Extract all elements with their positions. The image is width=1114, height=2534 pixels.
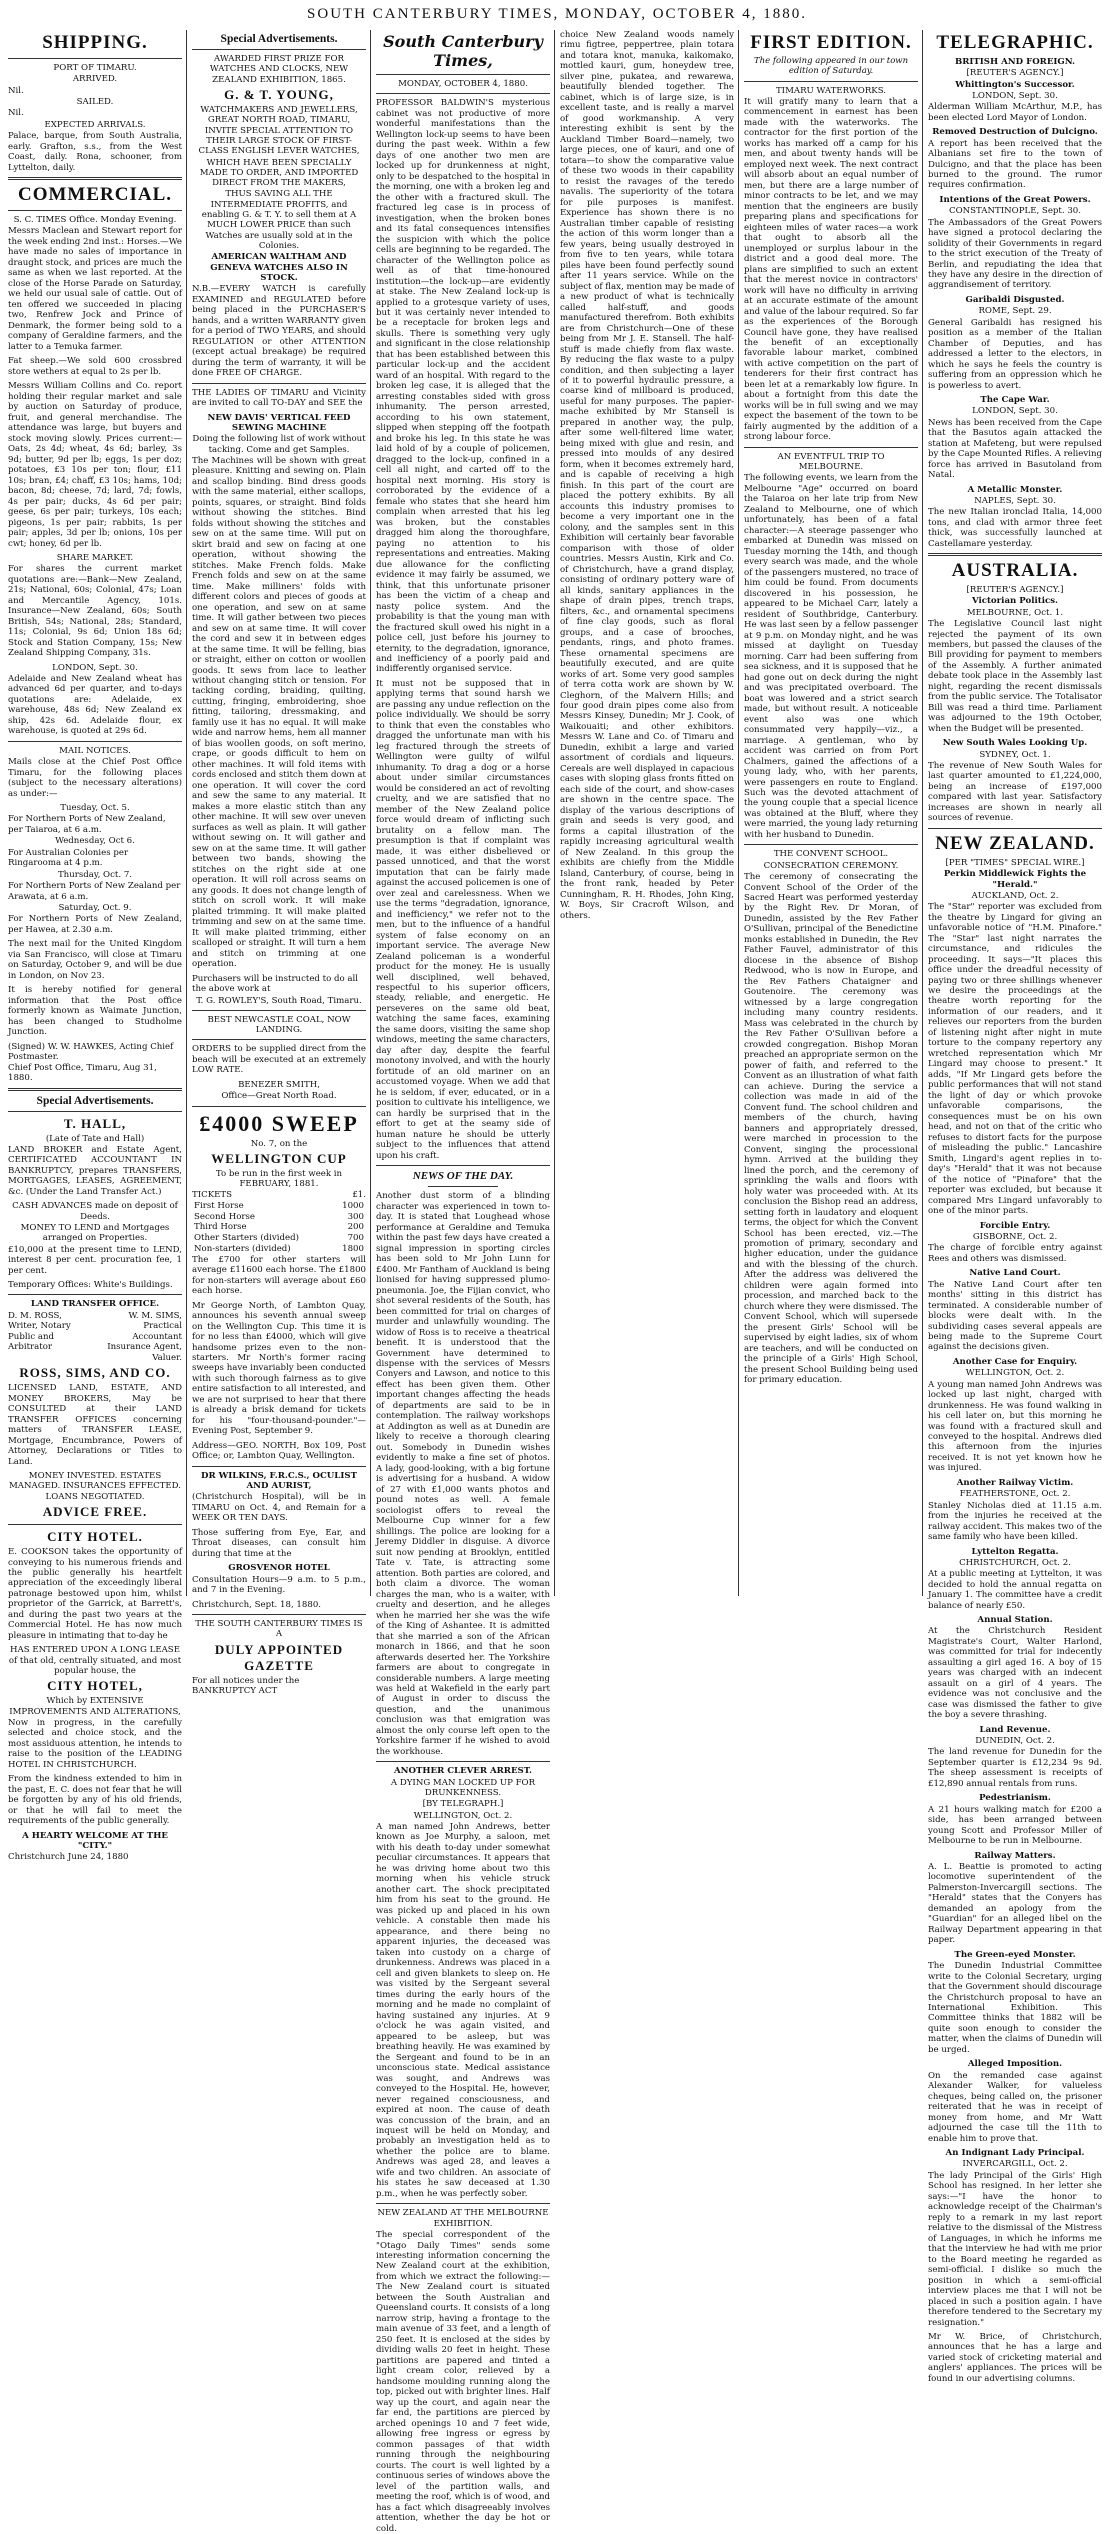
special-ads-heading: Special Advertisements. [36,1094,154,1107]
railway-text: Stanley Nicholas died at 11.15 a.m. from the injuries he received at the railway accident. This makes two of the same family who have been killed. [928,1500,1102,1543]
ross-text: LICENSED LAND, ESTATE, AND MONEY BROKERS, May be CONSULTED at their LAND TRANSFER OFFICES concerning matters of TRANSFER LEASE, Mortgage, Encumbrance, Powers of Attorney, Declarations or Titles to Land. [8,1383,182,1467]
city-date: Christchurch June 24, 1880 [8,1852,129,1863]
news-text: Another dust storm of a blinding character was experienced in town to-day. It is stated that Loughead whose performance at Geraldine and Temuka within the past few days have created a signal impression in sporting circles has been sold to Mr John Lunn for £400. Mr Fantham of Auckland is being lionised for having suppressed plumo-pneumonia. Joe, the Fijian convict, who shot several residents of the South, has been committed for trial on charges of murder and unlawfully wounding. The widow of Ross is to receive a theatrical benefit. It is understood that the Government have determined to dispense with the services of Messrs Conyers and Lawson, and notice to this effect has been given them. Other important changes affecting the heads of departments are said to be in contemplation. The railway workshops at Addington as well as at Dunedin are likely to receive a thorough clearing out. Somebody in Dunedin wishes evidently to make a fine set of photos. A lady, good-looking, with a big fortune is advertising for a husband. A widow of 27 with £1,000 wants photos and pound notes as well. A female sociologist offers to reveal the Melbourne Cup winner for a few shillings. The police are looking for a Jeremy Diddler in disguise. A divorce suit now pending at Brooklyn, entitled Tate v. Tate, is attracting some attention. Both parties are colored, and both claim a divorce. The woman charges the man, who is a waiter, with cruelty and desertion, and he alleges when he married her she was the wife of the King of Ashantee. It is admitted that she married a son of the African monarch in 1866, and that he soon afterwards deserted her. The Yorkshire farmers are about to congregate in considerable numbers. A large meeting was held at Wakefield in the early part of August in order to discuss the question, and the unanimous conclusion was that emigration was almost the only course left open to the Yorkshire farmer if he wished to avoid the workhouse. [376,1191,550,1757]
london-text: Adelaide and New Zealand wheat has advanced 6d per quarter, and to-days quotations are: Adelaide, ex warehouse, 48s 6d; New Zealand ex ship, 42s 6d. Adelaide flour, ex warehouse, is quoted at 29s 6d. [8,673,182,737]
ross-firm: ROSS, SIMS, AND CO. [19,1365,171,1381]
railmat-heading: Railway Matters. [974,1850,1056,1861]
regatta-heading: Lyttelton Regatta. [971,1546,1059,1557]
wilkins-hotel: GROSVENOR HOTEL [228,1563,330,1574]
mail-date-4: Saturday, Oct. 9. [58,902,132,913]
sweep-tickets [192,1190,366,1200]
perkin-text: The "Star" reporter was excluded from the theatre by Lingard for giving an unfavorable notice of "H.M. Pinafore." The "Star" last night narrates the circumstance, and ridicules the proceeding. It says—"It places this office under the dreadful necessity of paying two or three shillings whenever we desire the proceedings at the theatre worth reporting for the information of our readers, and it relieves our reporters from the burden of listening night after night in mute torture to the company repertory any wretched representation which Mr Lingard may choose to present." It adds, "If Mr Lingard gets before the public performances that will not stand the light of day or which provoke unfavorable comparisons, the consequences must be on his own head, and not on that of the critic who refuses to distort facts for the purpose of misleading the public." Lancashire Smith, Lingard's agent replies in to-day's "Herald" that it was not because of the notice of "Pinafore" that the reporter was excluded, but because it compared Mrs Lingard unfavorably to one of the minor parts. [928,902,1102,1217]
eventful-heading: AN EVENTFUL TRIP TO MELBOURNE. [777,451,885,473]
whittington-text: Alderman William McArthur, M.P., has been elected Lord Mayor of London. [928,102,1102,123]
regatta-text: At a public meeting at Lyttelton, it was decided to hold the annual regatta on January 1. The committee have a credit balance of nearly £50. [928,1569,1102,1611]
wilkins-text: (Christchurch Hospital), will be in TIMARU on Oct. 4, and Remain for a WEEK OR TEN DAYS. [192,1492,366,1524]
editorial-text-2: It must not be supposed that in applying terms that sound harsh we are passing any undue reflection on the police individually. We should be sorry to think that even the constables who dragged the unfortunate man with his leg fractured through the streets of Wellington were guilty of wilful inhumanity. To drag a dog or a horse about under similar circumstances would be considered an act of revolting cruelty, and we are satisfied that no member of the New Zealand police force would dream of inflicting such brutality on a fellow man. The presumption is that if complaint was made, it was either disbelieved or passed unnoticed, and that the worst imputation that can be fairly made against the accused policemen is one of over zeal and carelessness. When we use the terms "degradation, ignorance, and inefficiency," we refer not to the men, but to the influence of a handful system of false economy on an important service. The average New Zealand policeman is a wonderful product for the money. He is usually well disciplined, well behaved, respectful to his superior officers, steady, reliable, and energetic. He perseveres on the same old beat, watching the same faces, examining the same doors, visiting the same shop windows, meeting the same characters, day after day, despite the fearful monotony involved, and with the hourly fortitude of an old mariner on an accustomed voyage. When we add that he is seldom, if ever, educated, or in a position to cultivate his intelligence, we can hardly be surprised that in the effort to get at the seamy side of human nature he should be utterly subject to the influences that attend upon his craft. [376,678,550,1161]
commercial-text-2: Fat sheep.—We sold 600 crossbred store wethers at equal to 2s per lb. [8,356,182,377]
ross-right: W. M. SIMS, Practical Accountant Insurance Agent, Valuer. [107,1310,182,1363]
powers-text: The Ambassadors of the Great Powers have signed a protocol declaring the solidity of their Governments in regard to the strict execution of the Treaty of Berlin, and repudiating the idea that they have any desire in the direction of aggrandisement of territory. [928,217,1102,291]
young-text: THUS SAVING ALL THE INTERMEDIATE PROFITS, and enabling G. & T. Y. to sell them at A MUCH LOWER PRICE than such Watches are usually sold at in the Colonies. [201,189,357,251]
mail-place: Chief Post Office, Timaru, Aug 31, 1880. [8,1062,157,1084]
machine-heading: NEW DAVIS' VERTICAL FEED SEWING MACHINE [207,412,351,433]
news-heading: NEWS OF THE DAY. [412,1170,514,1183]
city-text: E. COOKSON takes the opportunity of conveying to his numerous friends and the public generally his heartfelt appreciation of the exceedingly liberal patronage bestowed upon him, whilst proprietor of the Garrick, at Barrett's, and during the past two years at the Commercial Hotel. He has now much pleasure in intimating that to-day he [8,1547,182,1641]
wilkins-date: Christchurch, Sept. 18, 1880. [192,1599,322,1610]
indignant-text: The lady Principal of the Girls' High School has resigned. In her letter she says:—"I have the honor to acknowledge receipt of the Chairman's reply to a remark in my last report relative to the dismissal of the Mistress of Languages, in which he informs me that the interview he had with me prior to the Board meeting he regarded as semi-official. I dislike so much the position in which a semi-official interview places me that I will not be placed in such a position again. I have therefore tendered to the Secretary my resignation." [928,2170,1102,2328]
cases-dateline: WELLINGTON, Oct. 2. [965,1368,1065,1379]
nz-agency: [PER "TIMES" SPECIAL WIRE.] [945,857,1085,868]
capewar-heading: The Cape War. [980,394,1050,405]
mail-date-2: Wednesday, Oct 6. [55,836,135,847]
indignant-heading: An Indignant Lady Principal. [945,2148,1085,2159]
vic-heading: Victorian Politics. [971,596,1059,607]
mail-text-2: For Australian Colonies per Ringarooma at 4 p.m. [8,847,129,869]
vic-dateline: MELBOURNE, Oct. 1. [966,607,1064,618]
perkin-dateline: AUCKLAND, Oct. 2. [971,890,1059,901]
sweep-tickets-value: £1. [352,1190,366,1201]
commercial-text-1: Messrs Maclean and Stewart report for the week ending 2nd inst.: Horses.—We have made no sales of importance in draught stock, and prices are much the same as when we last reported. At the close of the Horse Parade on Saturday, we held our usual sale of cattle. Out of ten offered we succeeded in placing two, Renfrew Jock and Prince of Denmark, the former being sold to a company of Geraldine farmers, and the latter to a Temuka farmer. [8,226,182,352]
nsw-dateline: SYDNEY, Oct. 1. [979,749,1051,760]
table-row: Third Horse 200 [194,1222,364,1233]
sct-bottom: For all notices under the BANKRUPTCY ACT [192,1675,300,1697]
telegraphic-heading: TELEGRAPHIC. [936,32,1094,53]
convent-text: The ceremony of consecrating the Convent School of the Order of the Sacred Heart was performed yesterday by the Right Rev. Dr Moran, of Dunedin, assisted by the Rev Father O'Sullivan, principal of the Benedictine monks established in Dunedin, the Rev Father Fauvel, administrator of this diocese in the absence of Bishop Redwood, who is now in Europe, and the Rev Fathers Chataigner and Goutenoire. The ceremony was witnessed by a large congregation including many country residents. Mass was celebrated in the church by the Rev Father O'Sullivan before a crowded congregation. Bishop Moran preached an appropriate sermon on the power of faith, and referred to the Convent as an illustration of what faith can achieve. During the service a collection was made in aid of the Convent fund. The school children and members of the church, having banners and appropriately dressed, were marched in procession to the Convent, singing the processional hymn. Arrived at the building they lined the porch, and the ceremony of sprinkling the walls and floors with holy water was proceeded with. At its conclusion the Bishop read an address, setting forth in laudatory and eloquent terms, the object for which the Convent School has been erected, viz.—The promotion of primary, secondary and higher education, under the guidance and with the blessing of the church. After the address was delivered the children were again formed into procession, and marched back to the church where they were dismissed. The Convent School, which will supersede the present Girls' School will be supervised by eight ladies, six of whom are teachers, and will be conducted on the principle of a Girls' High School, the present School Building being used for primary education. [744,872,918,1386]
railmat-text: A. L. Beattie is promoted to acting locomotive superintendent of the Palmerston-Invercargill sections. The "Herald" states that the Conyers has demanded an apology from the "Guardian" for an alleged libel on the Railway Department appearing in that paper. [928,1861,1102,1946]
waterworks-text: It will gratify many to learn that a commencement in earnest has been made with the waterworks. The contractor for the first portion of the works has marked off a camp for his men, and about twenty hands will be employed next week. The next contract will absorb about an equal number of men, but there are a large number of minor contracts to be let, and we may mention that the engineers are busily preparing plans and specifications for eighteen miles of water races—a work that ought to absorb all the unemployed or surplus labour in the district and a good deal more. The plans are simplified to such an extent that the merest novice in contractors' work will have no difficulty in arriving at an accurate estimate of the amount and value of the labour required. So far as the experiences of the Borough Council have gone, they have realised the benefit of an exceptionally favorable labour market, combined with active competition on the part of tenderers for their first contract has been let at a remarkably low figure. In about a fortnight from this date the works will be in full swing and we may expect the basement of the town to be fairly augmented by the addition of a strong labour force. [744,96,918,443]
paper-date: MONDAY, OCTOBER 4, 1880. [398,79,528,89]
vic-text: The Legislative Council last night rejected the payment of its own members, but passed the clauses of the Bill providing for payment to members of the Assembly. A further animated debate took place in the Assembly last night, regarding the recent dismissals from the public service. The Totalisator Bill was read a third time. Parliament was adjourned to the 19th October, when the Budget will be presented. [928,619,1102,734]
dulcigno-heading: Removed Destruction of Dulcigno. [932,127,1098,138]
nzexh-text: The special correspondent of the "Otago Daily Times" sends some interesting information concerning the New Zealand court at the exhibition, from which we extract the following:— The New Zealand court is situated between the South Australian and Queensland courts. It consists of a long narrow strip, having a frontage to the main avenue of 33 feet, and a length of 250 feet. It is enclosed at the sides by dividing walls 20 feet in height. These partitions are papered and tinted a light cream color, relieved by a handsome moulding running along the top, picked out with brighter lines. Half way up the court, and again near the far end, the partitions are pierced by arched openings 10 and 7 feet wide, allowing free ingress or egress by common passages of that width running through the neighbouring courts. The court is well lighted by a continuous series of windows above the level of the partition walls, and meeting the roof, which is of wood, and has a fact which disagreeably involves attention, whether the day be hot or cold. [376,2230,550,2534]
mail-date-1: Tuesday, Oct. 5. [60,803,130,814]
shipping-heading: SHIPPING. [42,32,148,53]
pedest-heading: Pedestrianism. [979,1793,1051,1804]
sweep-cup: WELLINGTON CUP [211,1150,347,1166]
landrev-dateline: DUNEDIN, Oct. 2. [975,1736,1055,1747]
wilkins-heading: DR WILKINS, F.R.C.S., OCULIST AND AURIST, [201,1470,357,1492]
forcible-dateline: GISBORNE, Oct. 2. [972,1231,1058,1242]
brice-text: Mr W. Brice, of Christchurch, announces that he has a large and varied stock of cricketing material and anglers' appliances. The prices will be found in our advertising columns. [928,2332,1102,2384]
mail-text-1: For Northern Ports of New Zealand, per Taiaroa, at 6 a.m. [8,814,166,835]
coal-office: Office—Great North Road. [221,1091,337,1102]
whittington-heading: Whittington's Successor. [955,79,1075,90]
expected-heading: EXPECTED ARRIVALS. [44,119,146,130]
mail-text-3: For Northern Ports of New Zealand per Arawata, at 6 a.m. [8,881,181,902]
table-row: Non-starters (divided) 1800 [194,1243,364,1254]
mail-text-notice: It is hereby notified for general information that the Post office formerly known as Waimate Junction, has been changed to Studholme Junction. [8,985,182,1038]
sweep-text: Mr George North, of Lambton Quay, announces his seventh annual sweep on the Wellington Cup. This time it is for no less than £4000, which will give handsome prizes even to the non-starters. Mr North's former racing sweeps have invariably been conducted with such thorough fairness as to give entire satisfaction to all interested, and we are not surprised to hear that there is already a brisk demand for tickets for his "four-thousand-pounder."—Evening Post, September 9. [192,1300,366,1437]
sailed-value: Nil. [8,108,24,119]
sweep-note: The £700 for other starters will average £11600 each horse. The £1800 for non-starters will average about £60 each horse. [192,1254,366,1297]
landrev-heading: Land Revenue. [979,1724,1051,1735]
powers-heading: Intentions of the Great Powers. [939,194,1091,205]
railway-dateline: FEATHERSTONE, Oct. 2. [959,1489,1071,1500]
nz-heading: NEW ZEALAND. [935,832,1095,854]
hall-offices: Temporary Offices: White's Buildings. [8,1280,173,1290]
first-edition-sub: The following appeared in our town edition of Saturday. [753,56,909,76]
hall-sub: (Late of Tate and Hall) [45,1133,145,1144]
office-line: S. C. TIMES Office. Monday Evening. [13,215,177,226]
city-hotel-heading-2: CITY HOTEL, [47,1678,143,1694]
expected-text: Palace, barque, from South Australia, early. Grafton, s.s., from the West Coast, daily. Rona, schooner, from Lyttelton, daily. [8,131,182,173]
coal-text: ORDERS to be supplied direct from the beach will be executed at an extremely LOW RATE. [192,1044,366,1076]
cases-text: A young man named John Andrews was locked up last night, charged with drunkenness. He was found walking in his cell later on, but this morning he was found with a fractured skull and conveyed to the hospital. Andrews died this afternoon from the injuries received. It is not yet known how he was injured. [928,1379,1102,1474]
australia-heading: AUSTRALIA. [951,560,1079,582]
imposition-heading: Alleged Imposition. [967,2059,1063,2070]
mail-date-3: Thursday, Oct. 7. [57,869,133,880]
wilkins-hours: Consultation Hours—9 a.m. to 5 p.m., and 7 in the Evening. [192,1574,366,1596]
annual-heading: Annual Station. [977,1615,1053,1626]
metallic-text: The new Italian ironclad Italia, 14,000 tons, and clad with armor three feet thick, was successfully launched at Castellamare yesterday. [928,507,1102,549]
city-which: Which by EXTENSIVE IMPROVEMENTS AND ALTERATIONS, [9,1696,181,1717]
young-name: G. & T. YOUNG, [224,86,334,102]
hall-10k: £10,000 at the present time to LEND, interest 8 per cent. procuration fee, 1 per cent. [8,1244,182,1276]
columns [8,30,1106,2534]
paper-title: South Canterbury Times, [383,32,543,70]
forcible-text: The charge of forcible entry against Rees and others was dismissed. [928,1243,1102,1264]
sweep-prize-table [192,1201,366,1255]
powers-dateline: CONSTANTINOPLE, Sept. 30. [949,206,1081,217]
hall-cash: CASH ADVANCES made on deposit of Deeds. [12,1201,178,1222]
young-sub: WATCHMAKERS AND JEWELLERS, GREAT NORTH ROAD, TIMARU, INVITE SPECIAL ATTENTION TO THEIR LARGE STOCK OF FIRST-CLASS ENGLISH LEVER WATCHES, [198,104,360,157]
machine-agent: T. G. ROWLEY'S, South Road, Timaru. [196,995,362,1006]
hall-money: MONEY TO LEND and Mortgages arranged on Properties. [20,1222,170,1244]
mail-text: Mails close at the Chief Post Office Timaru, for the following places (subject to the necessary alterations) as under:— [8,757,182,799]
city-text-3: From the kindness extended to him in the past, E. C. does not fear that he will be forgotten by any of his old friends, or that he will fail to meet the requirements of the public generally. [8,1774,182,1827]
dulcigno-text: A report has been received that the Albanians set fire to the town of Dulcigno, and that the place has been burned to the ground. The rumor requires confirmation. [928,138,1102,191]
share-text: For shares the current market quotations are:—Bank—New Zealand, 21s; National, 60s; Colonial, 47s; Loan and Mercantile Agency, 101s. Insurance—New Zealand, 60s; South British, 54s; National, 28s; Standard, 11s; Colonial, 9s 6d; Union 18s 6d; Stock and Station Company, 15s; New Zealand Shipping Company, 31s. [8,564,182,659]
sweep-address: Address—GEO. NORTH, Box 109, Post Office; or, Lambton Quay, Wellington. [192,1440,366,1462]
arrest-heading: ANOTHER CLEVER ARREST. [394,1766,532,1777]
coal-name: BENEZER SMITH, [238,1079,320,1090]
landrev-text: The land revenue for Dunedin for the September quarter is £12,234 9s 9d. The sheep assessment is receipts of £12,890 annual rentals from runs. [928,1747,1102,1789]
city-text-2: Now in progress, in the carefully selected and choice stock, and the most assiduous attention, he intends to raise to the position of the LEADING HOTEL IN CHRISTCHURCH. [8,1717,182,1770]
capewar-dateline: LONDON, Sept. 30. [972,406,1058,417]
perkin-heading: Perkin Middlewick Fights the "Herald." [943,869,1087,890]
native-heading: Native Land Court. [969,1268,1061,1279]
share-heading: SHARE MARKET. [56,553,134,563]
machine-list: The Machines will be shown with great pleasure. Knitting and sewing on. Plain and scallop binding. Bind dress goods with the same material, either scallops, points, squares, or straight. Bind folds without showing the stitches. Bind folds without showing the stitches and sew on at the same time. Will put on skirt braid and sew on facing at one operation, without showing the stitches. Make French folds. Make French folds and sew on at the same time. Make milliners' folds with different colors and pieces of goods at one operation, and sew on at same time. It will gather between two pieces and sew on at same time. It will cover the cord and sew it in between edges at the same time. It will be felling, bias or straight, either on cotton or woollen goods. It sews from lace to leather without changing stitch or tension. For tacking cording, braiding, quilting, cutting, fringing, embroidering, shoe fitting, tailoring, dressmaking, and family use it has no equal. It will make wide and narrow hems, hem all manner of bias woollen goods, on soft merino, crape, or goods difficult to hem on other machines. It will fold items with cords enclosed and stitch them down at one operation. It will cover the cord and sew the same to any material. It makes a more elastic stitch than any other machine. It will sew over uneven surfaces as well as plain. It will gather without sewing on. It will gather and sew on at the same time. It will gather between two bands, showing the stitches on the right side at one operation. It will roll across seams on any goods. It does not change length of stitch on scroll work. It will make plaited trimming. It will make plaited trimming and sew on at the same time. It will make plaited trimming, either scalloped or straight. It will turn a hem and stitch on trimming at one operation. [192,455,366,970]
mail-text-next: The next mail for the United Kingdom via San Francisco, will close at Timaru on Saturday, October 9, and will be due in London, on Nov 23. [8,939,182,981]
arrest-text: A man named John Andrews, better known as Joe Murphy, a saloon, met with his death to-day under somewhat peculiar circumstances. It appears that he was driving home about two this morning when his vehicle struck another cart. The shock precipitated him from his seat to the ground. He was picked up and placed in his own vehicle. A constable then made his appearance, and there being no apparent injuries, the deceased was taken into custody on a charge of drunkenness. Andrews was placed in a cell and given blankets to sleep on. He was visited by the Sergeant several times during the early hours of the morning and he made no complaint of having sustained any injuries. At 9 o'clock he was again visited, and appeared to be asleep, but was breathing heavily. He was examined by the Sergeant and found to be in an unconscious state. Medical assistance was sought, and Andrews was conveyed to the Hospital. He, however, never regained consciousness, and expired at noon. The cause of death was concussion of the brain, and an inquest will be held on Monday, and probably an investigation held as to whether the police are to blame. Andrews was aged 28, and leaves a wife and two children. An associate of his states he saw deceased at 1.30 p.m., when he was perfectly sober. [376,1821,550,2199]
port-heading: PORT OF TIMARU. [53,63,137,73]
aus-agency: [REUTER'S AGENCY.] [966,585,1064,596]
greeneyed-text: The Dunedin Industrial Committee write to the Colonial Secretary, urging that the Government should discourage the Christchurch proposal to have an International Exhibition. This Committee thinks that 1882 will be quite soon enough to consider the matter, when the claims of Dunedin will be urged. [928,1961,1102,2055]
city-welcome: A HEARTY WELCOME AT THE "CITY." [22,1830,168,1852]
british-foreign-heading: BRITISH AND FOREIGN. [954,57,1076,67]
ross-names [8,1311,182,1363]
arrived-value: Nil. [8,85,24,96]
column-5 [744,30,923,1596]
first-edition-heading: FIRST EDITION. [750,32,912,53]
mail-heading: MAIL NOTICES. [59,745,131,756]
column-2 [192,30,371,1697]
convent-sub: CONSECRATION CEREMONY. [763,860,899,871]
sweep-run: To be run in the first week in FEBRUARY, 1881. [215,1168,343,1190]
ross-invest: MONEY INVESTED. ESTATES MANAGED. INSURANCES EFFECTED. LOANS NEGOTIATED. [9,1471,181,1502]
native-text: The Native Land Court after ten months' sitting in this district has terminated. A considerable number of blocks were dealt with. In the subdividing cases several appeals are being made to the Supreme Court against the decisions given. [928,1279,1102,1353]
young-made: WHICH HAVE BEEN SPECIALLY MADE TO ORDER, AND IMPORTED DIRECT FROM THE MAKERS, [199,157,359,189]
sweep-number: No. 7, on the [250,1138,308,1149]
london-dateline: LONDON, Sept. 30. [52,662,138,673]
imposition-text: On the remanded case against Alexander Walker, for valueless cheques, being called on, the prisoner reiterated that he was in receipt of money from home, and Mr Watt adjourned the case till the 11th to enable him to prove that. [928,2070,1102,2144]
convent-heading: THE CONVENT SCHOOL. [773,849,889,860]
sweep-tickets-label: TICKETS [192,1190,233,1201]
ross-left: D. M. ROSS, Writer, Notary Public and Arbitrator [8,1310,71,1353]
table-row: Other Starters (divided) 700 [194,1233,364,1244]
page-masthead: SOUTH CANTERBURY TIMES, MONDAY, OCTOBER 4, 1880. [307,6,807,22]
garibaldi-text: General Garibaldi has resigned his position as a member of the Italian Chamber of Deputies, and has addressed a letter to the electors, in which he says he feels the country is suffering from an oppression which he is powerless to avert. [928,317,1102,391]
metallic-heading: A Metallic Monster. [967,484,1063,495]
table-row: Second Horse 300 [194,1211,364,1222]
wilkins-text-2: Those suffering from Eye, Ear, and Throat diseases, can consult him during that time at the [192,1527,366,1559]
ladies-invite: THE LADIES OF TIMARU and Vicinity are invited to call TO-DAY and SEE the [192,387,366,409]
mail-text-4: For Northern Ports of New Zealand, per Hawea, at 2.30 a.m. [8,914,182,935]
young-award: AWARDED FIRST PRIZE FOR WATCHES AND CLOCKS, NEW ZEALAND EXHIBITION, 1865. [209,54,349,85]
editorial-text: PROFESSOR BALDWIN'S mysterious cabinet was not productive of more wonderful manifestations than the Wellington lock-up seems to have been during the past week. Within a few days of one another two men are locked up for drunkenness at night, only to be despatched to the hospital in the morning, one with a broken leg and the other with a fractured skull. The fractured leg case is in process of investigation, when the broken bones and its fatal consequences intensifies the suspicion with which the police cells are beginning to be regarded. The character of the Wellington police as well as of that time-honoured institution—the lock-up—are evidently at stake. The New Zealand lock-up is applied to a grotesque variety of uses, but it was certainly never intended to be a receptacle for broken legs and skulls. There is something very ugly and significant in the close relationship that has been established between this particular lock-up and the accident ward of an hospital. With regard to the broken leg case, it is alleged that the arresting constables sided with gross inhumanity. The person arrested, according to his own statement, slipped when stepping off the footpath and broke his leg. In this state he was laid hold of by a couple of policemen, dragged to the lock-up, confined in a cell all night, and carted off to the hospital next morning. His story is corroborated by the evidence of a female who states that she heard him complain when arrested that his leg was broken, but the constables dragged him along the thoroughfare, paying no attention to his representations and entreaties. Making due allowance for the conflicting evidence it may fairly be assumed, we think, that this unfortunate prisoner has been the victim of a cheap and nasty police system. And the probability is that the young man with the fractured skull owed his night in a police cell, just before his journey to eternity, to the degradation, ignorance, and inefficiency of a poorly paid and indifferently organised service. [376,98,550,675]
arrest-telegraph: [BY TELEGRAPH.] [422,1799,504,1810]
machine-purchase: Purchasers will be instructed to do all the above work at [192,973,359,995]
commercial-heading: COMMERCIAL. [17,184,173,206]
indignant-dateline: INVERCARGILL, Oct. 2. [962,2159,1068,2170]
greeneyed-heading: The Green-eyed Monster. [954,1949,1076,1960]
pedest-text: A 21 hours walking match for £200 a side, has been arranged between young Scott and Professor Miller of Melbourne to be run in Melbourne. [928,1804,1102,1847]
machine-intro: Doing the following list of work without tacking. Come and get Samples. [192,434,366,455]
waterworks-heading: TIMARU WATERWORKS. [775,85,887,96]
table-row: First Horse 1000 [194,1200,364,1211]
column-6 [928,30,1106,2384]
sailed-heading: SAILED. [76,97,114,108]
nsw-heading: New South Wales Looking Up. [942,738,1088,749]
sweep-heading: £4000 SWEEP [199,1110,359,1136]
railway-heading: Another Railway Victim. [956,1477,1074,1488]
whittington-dateline: LONDON, Sept. 30. [972,90,1058,101]
sct-gazette: DULY APPOINTED GAZETTE [214,1641,344,1673]
regatta-dateline: CHRISTCHURCH, Oct. 2. [959,1557,1071,1568]
ross-advice: ADVICE FREE. [42,1504,148,1520]
hall-text: LAND BROKER and Estate Agent, CERTIFICATED ACCOUNTANT IN BANKRUPTCY, prepares TRANSFERS, MORTGAGES, LEASES, AGREEMENT, &c. (Under the Land Transfer Act.) [8,1144,182,1197]
nzexh-heading: NEW ZEALAND AT THE MELBOURNE EXHIBITION. [377,2208,549,2229]
commercial-text-3: Messrs William Collins and Co. report holding their regular market and sale by auction on Saturday of produce, fruit, and general merchandise. The attendance was large, but buyers and stock moving slowly. Prices current:—Oats, 2s 4d; wheat, 4s 6d; barley, 3s 9d; butter, 9d per lb; eggs, 1s per doz; potatoes, £3 10s per ton; flour, £11 10s; bran, £4; chaff, £3 10s; hams, 10d; bacon, 8d; cheese, 7d; lard, 7d; fowls, 4s per pair; ducks, 4s 6d per pair; geese, 6s per pair; turkeys, 10s each; pigeons, 1s per pair; rabbits, 1s per pair; apples, 3d per lb; onions, 10s per cwt; honey, 6d per lb. [8,381,182,549]
city-hotel-heading: CITY HOTEL. [47,1529,143,1545]
garibaldi-dateline: ROME, Sept. 29. [978,306,1052,317]
arrived-heading: ARRIVED. [72,74,118,85]
hall-name: T. HALL, [63,1115,127,1131]
special-ads-heading-2: Special Advertisements. [220,33,338,45]
land-transfer-heading: LAND TRANSFER OFFICE. [30,1299,160,1310]
metallic-dateline: NAPLES, Sept. 30. [974,495,1056,506]
column-1 [8,30,187,1863]
young-american: AMERICAN WALTHAM AND GENEVA WATCHES ALSO IN STOCK. [210,252,348,283]
sct-heading: THE SOUTH CANTERBURY TIMES IS A [195,1619,363,1640]
cases-heading: Another Case for Enquiry. [952,1356,1078,1367]
column-4 [560,30,739,1596]
bf-agency: [REUTER'S AGENCY.] [966,68,1064,79]
young-nb: N.B.—EVERY WATCH is carefully EXAMINED and REGULATED before being placed in the PURCHASER'S hands, and a written WARRANTY given for a period of TWO YEARS, and should REGULATION or other ATTENTION (except actual breakage) be required during the term of warranty, it will be done FREE OF CHARGE. [192,284,366,379]
forcible-heading: Forcible Entry. [979,1220,1051,1231]
nsw-text: The revenue of New South Wales for last quarter amounted to £1,224,000, being an increase of £197,000 compared with last year. Satisfactory increases are shown in nearly all sources of revenue. [928,760,1102,824]
arrest-sub: A DYING MAN LOCKED UP FOR DRUNKENNESS. [390,1777,536,1799]
mail-signature: (Signed) W. W. HAWKES, Acting Chief Postmaster. [8,1041,174,1063]
column-3 [376,30,555,2534]
eventful-text: The following events, we learn from the Melbourne "Age" occurred on board the Taiaroa on her late trip from New Zealand to Melbourne, one of which unfortunately, has been of a fatal character:—A steerage passenger who embarked at Dunedin was missed on Tuesday morning the 14th, and though every search was made, and the whole of the passengers mustered, no trace of him could be found. From documents discovered in his possession, he appeared to be Michael Carr, lately a resident of Southbridge, Canterbury. He was last seen by a fellow passenger at 9 p.m. on Monday night, and he was missed at daylight on Tuesday morning. Carr had been suffering from sea sickness, and it is supposed that he had gone out on deck during the night and was precipitated overboard. The boat was lowered and a strict search made, but without result. A noticeable event also was one which consummated very happily—viz., a marriage. A gentleman, who by accident was carried on from Port Chalmers, gained the affections of a young lady, who, with her parents, were passengers en route to England. Such was the devoted attachment of the young couple that a special licence was obtained at the Bluff, where they were married, the young lady returning with her husband to Dunedin. [744,473,918,840]
city-lease: HAS ENTERED UPON A LONG LEASE of that old, centrally situated, and most popular house, the [8,1645,182,1677]
annual-text: At the Christchurch Resident Magistrate's Court, Walter Harlond, was committed for trial for indecently assaulting a girl aged 16. A boy of 15 years was charged with an indecent assault on a girl of 4 years. The evidence was not conclusive and the case was dismissed the father to give the boy a severe thrashing. [928,1626,1102,1721]
arrest-dateline: WELLINGTON, Oct. 2. [413,1810,513,1821]
garibaldi-heading: Garibaldi Disgusted. [965,294,1065,305]
exhibition-continued: choice New Zealand woods namely rimu figtree, peppertree, plain totara and totara knot, manuka, kaikomako, mottled kauri, gum, honeydew tree, silver pine, pukatea, and rewarewa, beautifully blended together. The cabinet, which is of large size, is in excellent taste, and is really a marvel of good workmanship. A very interesting exhibit is sent by the Auckland Timber Board—namely, two large pieces, one of kauri, and one of totara—to show the comparative value of these two woods in their capability to resist the ravages of the teredo navalis. The superiority of the totara for pile purposes is manifest. Experience has shown there is no Australian timber capable of resisting the action of this worm longer than a few years, being usually destroyed in from five to ten years, while totara piles have been found perfectly sound after 11 years service. While on the subject of flax, mention may be made of a new product of what is technically called half-stuff, and goods manufactured therefrom. Both exhibits are from Christchurch—One of these being from Mr J. E. Stansell. The half-stuff is made chiefly from flax waste. By reducing the flax waste to a pulpy condition, and then subjecting a layer of it to powerful hydraulic pressure, a coarse kind of millboard is produced, useful for many purposes. The papier-mache exhibited by Mr Stansell is prepared in another way, the pulp, after some well-filtered lime water, being mixed with glue and resin, and pressed into moulds of any desired form, when it becomes extremely hard, and is capable of receiving a high finish. In this part of the court are placed the pottery exhibits. By all accounts this industry promises to become a very important one in the colony, and the samples sent in this Exhibition will certainly bear favorable comparison with those of older countries. Messrs Austin, Kirk and Co. of Christchurch, have a grand display, consisting of ordinary pottery ware of all kinds, sanitary appliances in the shape of drain pipes, trench traps, filters, &c., and ornamental specimens of fine clay goods, such as floral groups, and a case of brooches, pendants, rings, and photo frames. These ornamental specimens are beautifully executed, and are quite works of art. Some very good samples of terra cotta work are shown by W. Cleghorn, of the Malvern Hills; and four good drain pipes come also from Messrs Kinsey, Dunedin; Mr J. Cook, of Waikouaiti; and other exhibitors. Messrs W. Lane and Co. of Timaru and Dunedin, exhibit a large and varied assortment of cordials and liqueurs. Cereals are well displayed in capacious cases with sloping glass fronts fitted on each side of the court, and show-cases are shown in the centre space. The display of the various descriptions of grain and seeds is very good, and forms a capital illustration of the rapidly increasing agricultural wealth of New Zealand. In this group the exhibits are chiefly from the Middle Island, Canterbury, of course, being in the front rank, headed by Peter Cunningham, R. H. Rhodes, John King, W. Boys, Sir Cracroft Wilson, and others. [560,30,734,921]
capewar-text: News has been received from the Cape that the Basutos again attacked the station at Mafeteng, but were repulsed by the Cape Mounted Rifles. A relieving force has arrived in Basutoland from Natal. [928,417,1102,481]
coal-heading: BEST NEWCASTLE COAL, NOW LANDING. [207,1014,351,1036]
